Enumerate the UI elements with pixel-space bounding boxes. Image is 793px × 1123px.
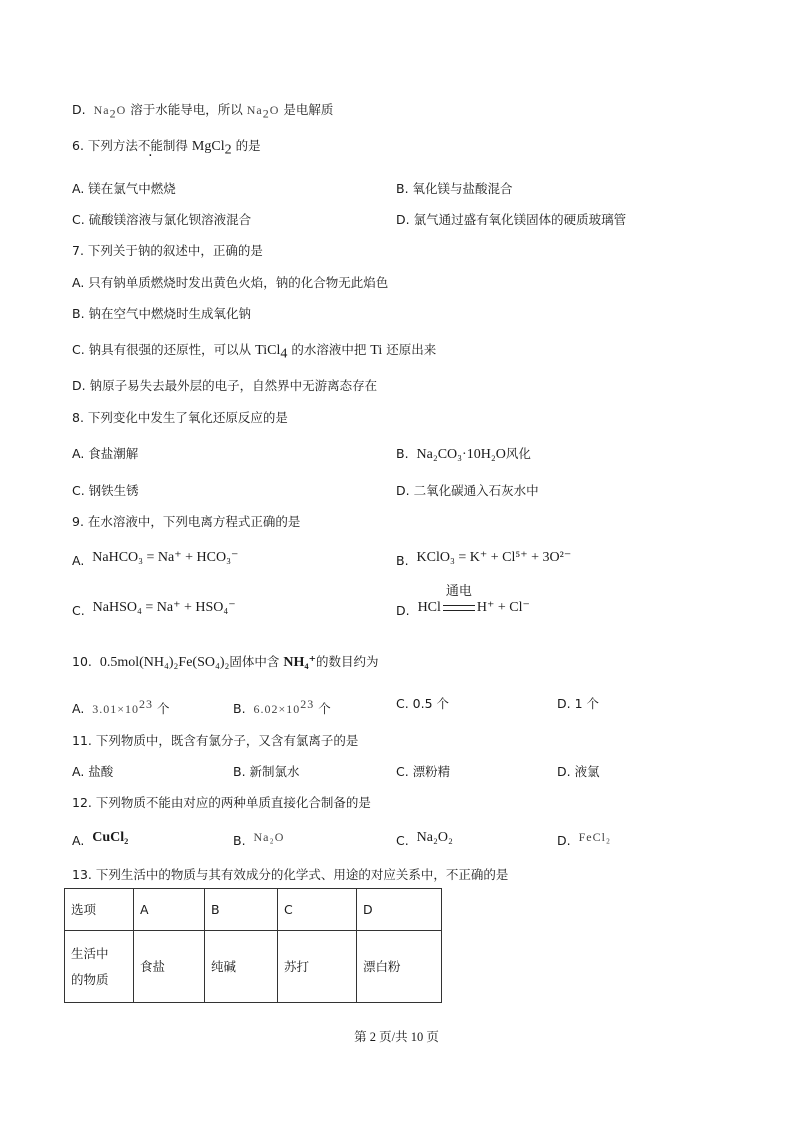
q7-stem: 7. 下列关于钠的叙述中，正确的是 xyxy=(72,243,263,258)
table-header-cell: A xyxy=(134,889,205,931)
q13-table xyxy=(64,888,442,1003)
q9-stem: 9. 在水溶液中，下列电离方程式正确的是 xyxy=(72,514,301,529)
table-header-cell: D xyxy=(357,889,442,931)
q8-option-b: B. Na₂CO₃·10H₂O风化 xyxy=(396,446,531,462)
q6-option-c: C. 硫酸镁溶液与氯化钡溶液混合 xyxy=(72,212,252,227)
q13-stem: 13. 下列生活中的物质与其有效成分的化学式、用途的对应关系中，不正确的是 xyxy=(72,867,509,882)
q7-option-a: A. 只有钠单质燃烧时发出黄色火焰，钠的化合物无此焰色 xyxy=(72,275,389,290)
q8-option-c: C. 钢铁生锈 xyxy=(72,483,139,498)
q7-option-c: C. 钠具有很强的还原性，可以从 TiCl$_4$ 的水溶液中把 Ti 还原出来 xyxy=(72,342,437,362)
q7-option-b: B. 钠在空气中燃烧时生成氧化钠 xyxy=(72,306,252,321)
table-header-cell: 选项 xyxy=(65,889,134,931)
q8-stem: 8. 下列变化中发生了氧化还原反应的是 xyxy=(72,410,288,425)
q10-option-d: D. 1 个 xyxy=(557,696,599,711)
q6-option-b: B. 氧化镁与盐酸混合 xyxy=(396,181,513,196)
q9-option-b: B. KClO₃ = K⁺ + Cl⁵⁺ + 3O²⁻ xyxy=(396,550,572,568)
q12-stem: 12. 下列物质不能由对应的两种单质直接化合制备的是 xyxy=(72,795,371,810)
equals-sign xyxy=(443,605,475,611)
q7-option-d: D. 钠原子易失去最外层的电子，自然界中无游离态存在 xyxy=(72,378,378,393)
table-cell: 漂白粉 xyxy=(357,931,442,1003)
q11-option-a: A. 盐酸 xyxy=(72,764,114,779)
q9-option-d: D. HCl 通电 H⁺ + Cl⁻ xyxy=(396,583,530,618)
table-cell: 食盐 xyxy=(134,931,205,1003)
q6-option-a: A. 镁在氯气中燃烧 xyxy=(72,181,176,196)
q10-option-a: A. $3.01\times 10^{23}$ 个 xyxy=(72,697,170,717)
table-row xyxy=(65,931,442,1003)
q10-option-c: C. 0.5 个 xyxy=(396,696,450,711)
q11-option-d: D. 液氯 xyxy=(557,764,600,779)
q11-option-b: B. 新制氯水 xyxy=(233,764,300,779)
table-header-cell: C xyxy=(278,889,357,931)
table-cell: 纯碱 xyxy=(205,931,278,1003)
table-cell: 苏打 xyxy=(278,931,357,1003)
q12-option-b: B. Na₂O xyxy=(233,830,285,848)
electrolysis-condition: 通电 xyxy=(441,598,477,616)
q10-option-b: B. $6.02\times 10^{23}$ 个 xyxy=(233,697,331,717)
table-row xyxy=(65,889,442,931)
q11-option-c: C. 漂粉精 xyxy=(396,764,451,779)
q8-option-d: D. 二氧化碳通入石灰水中 xyxy=(396,483,539,498)
emphasis-text: 不能 xyxy=(137,138,163,153)
table-header-cell: B xyxy=(205,889,278,931)
page-footer: 第 2 页/共 10 页 xyxy=(354,1030,439,1044)
q8-option-a: A. 食盐潮解 xyxy=(72,446,139,461)
q9-option-a: A. NaHCO₃ = Na⁺ + HCO₃⁻ xyxy=(72,550,239,568)
q12-option-d: D. FeCl₂ xyxy=(557,830,612,848)
q10-stem: 10. 0.5mol(NH₄)₂Fe(SO₄)₂固体中含 NH₄⁺的数目约为 xyxy=(72,654,379,670)
q6-option-d: D. 氯气通过盛有氧化镁固体的硬质玻璃管 xyxy=(396,212,627,227)
q12-option-a: A. CuCl₂ xyxy=(72,830,129,848)
table-row-label: 生活中 的物质 xyxy=(65,931,134,1003)
q12-option-c: C. Na₂O₂ xyxy=(396,830,453,848)
q9-option-c: C. NaHSO₄ = Na⁺ + HSO₄⁻ xyxy=(72,600,236,618)
q11-stem: 11. 下列物质中，既含有氯分子，又含有氯离子的是 xyxy=(72,733,359,748)
q5-option-d: D. $Na_2O$ 溶于水能导电，所以 $Na_2O$ 是电解质 xyxy=(72,102,334,121)
q6-stem: 6. 下列方法不能制得 MgCl$_2$ 的是 xyxy=(72,138,261,158)
